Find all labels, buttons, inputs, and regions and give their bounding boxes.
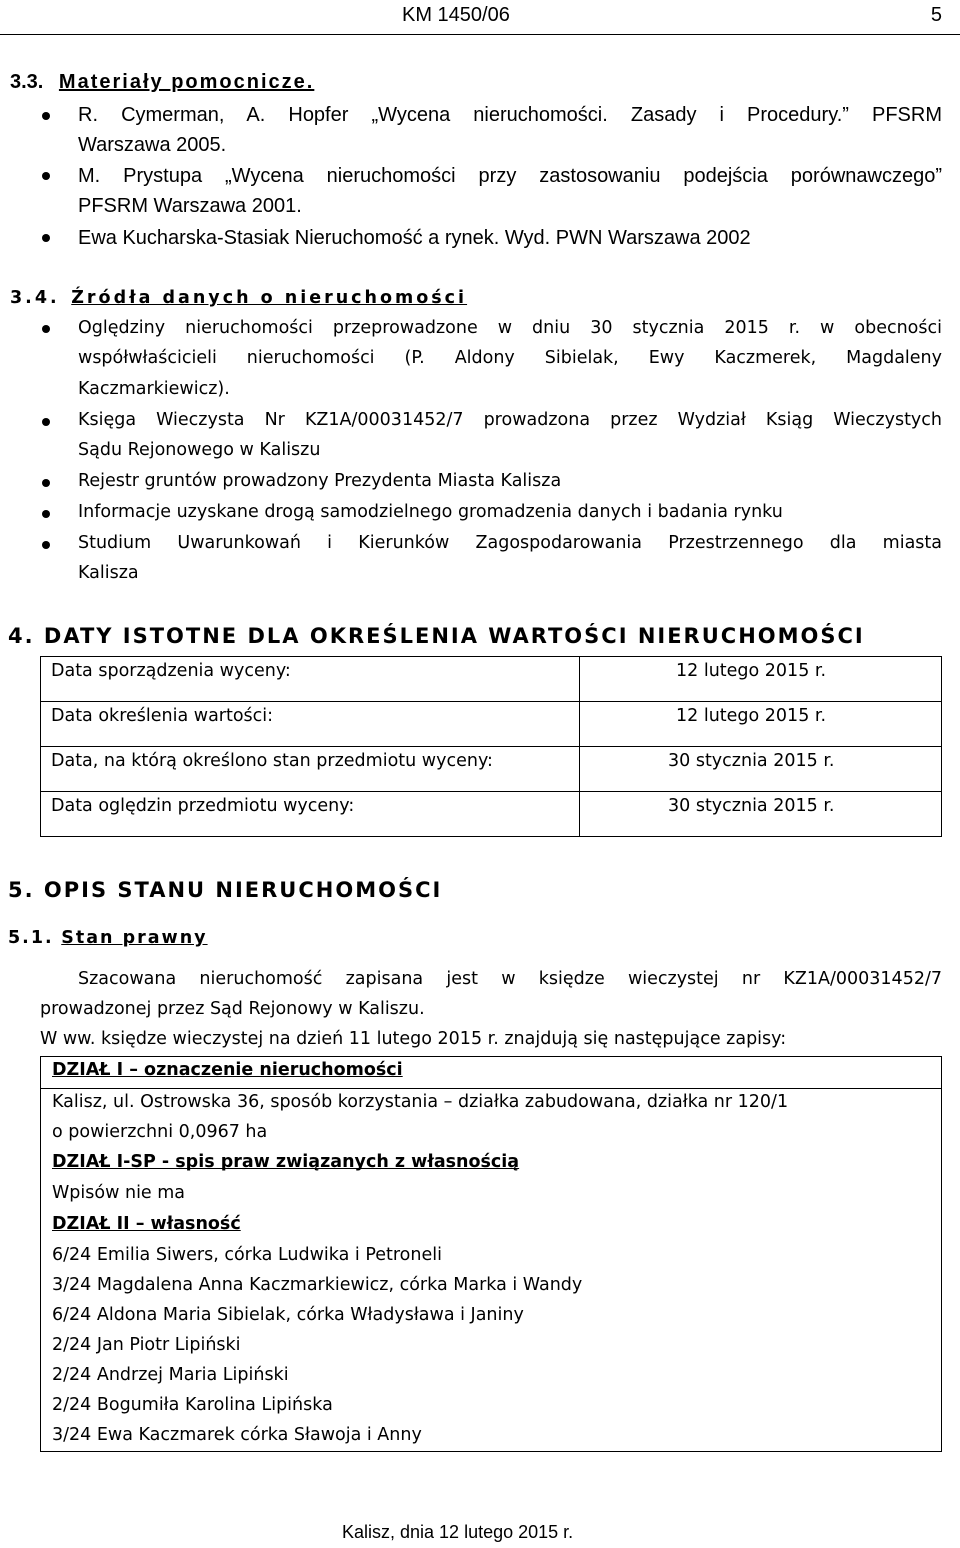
register-entry-line: Kalisz, ul. Ostrowska 36, sposób korzystania – działka zabudowana, działka nr 120/1 <box>52 1092 789 1112</box>
bullet-icon <box>42 510 50 518</box>
source-item-line: Oględziny nieruchomości przeprowadzone w dniu 30 stycznia 2015 r. w obecności <box>78 318 942 338</box>
divider <box>41 1088 941 1089</box>
date-value: 30 stycznia 2015 r. <box>580 747 942 792</box>
table-row <box>41 657 942 702</box>
table-row <box>41 747 942 792</box>
section-title: Źródła danych o nieruchomości <box>71 288 468 308</box>
bullet-icon <box>42 418 50 426</box>
bullet-icon <box>42 541 50 549</box>
owner-entry: 2/24 Bogumiła Karolina Lipińska <box>52 1395 333 1415</box>
page-number: 5 <box>930 4 942 26</box>
owner-entry: 3/24 Magdalena Anna Kaczmarkiewicz, córka Marka i Wandy <box>52 1275 583 1295</box>
table-row <box>41 702 942 747</box>
source-item-line: Księga Wieczysta Nr KZ1A/00031452/7 prowadzona przez Wydział Ksiąg Wieczystych <box>78 410 942 430</box>
table-row <box>41 792 942 837</box>
key-dates-table <box>40 656 942 837</box>
source-item-line: Studium Uwarunkowań i Kierunków Zagospodarowania Przestrzennego dla miasta <box>78 533 942 553</box>
date-value: 12 lutego 2015 r. <box>580 702 942 747</box>
bullet-icon <box>42 325 50 333</box>
source-item-line: Rejestr gruntów prowadzony Prezydenta Miasta Kalisza <box>78 471 562 491</box>
owner-entry: 3/24 Ewa Kaczmarek córka Sławoja i Anny <box>52 1425 422 1445</box>
section-number: 3.3. <box>10 71 44 93</box>
division-2-heading: DZIAŁ II – własność <box>52 1214 241 1234</box>
section-number: 3.4. <box>10 288 60 308</box>
reference-item-line: Warszawa 2005. <box>78 134 227 156</box>
date-label: Data określenia wartości: <box>41 702 580 747</box>
owner-entry: 6/24 Emilia Siwers, córka Ludwika i Petroneli <box>52 1245 442 1265</box>
source-item-line: Kalisza <box>78 563 139 583</box>
reference-item-line: Ewa Kucharska-Stasiak Nieruchomość a rynek. Wyd. PWN Warszawa 2002 <box>78 227 751 249</box>
section-5-1-heading <box>8 928 208 948</box>
bullet-icon <box>42 112 50 120</box>
source-item-line: Kaczmarkiewicz). <box>78 379 230 399</box>
source-item-line: Informacje uzyskane drogą samodzielnego gromadzenia danych i badania rynku <box>78 502 783 522</box>
land-register-box <box>40 1056 942 1452</box>
section-title: Materiały pomocnicze. <box>58 71 315 93</box>
register-entry-line: Wpisów nie ma <box>52 1183 186 1203</box>
bullet-icon <box>42 234 50 242</box>
date-value: 30 stycznia 2015 r. <box>580 792 942 837</box>
division-1-sp-heading: DZIAŁ I-SP - spis praw związanych z własnością <box>52 1152 520 1172</box>
page-header <box>0 0 960 35</box>
section-3-3-heading <box>10 71 314 94</box>
register-entry-line: o powierzchni 0,0967 ha <box>52 1122 268 1142</box>
paragraph-line: W ww. księdze wieczystej na dzień 11 lutego 2015 r. znajdują się następujące zapisy: <box>40 1029 787 1049</box>
reference-item-line: PFSRM Warszawa 2001. <box>78 195 302 217</box>
bullet-icon <box>42 479 50 487</box>
source-item-line: współwłaścicieli nieruchomości (P. Aldony Sibielak, Ewy Kaczmerek, Magdaleny <box>78 348 942 368</box>
section-5-heading: 5. OPIS STANU NIERUCHOMOŚCI <box>8 878 443 902</box>
date-label: Data oględzin przedmiotu wyceny: <box>41 792 580 837</box>
document-id: KM 1450/06 <box>402 4 510 26</box>
paragraph-line: prowadzonej przez Sąd Rejonowy w Kaliszu. <box>40 999 425 1019</box>
section-3-4-heading <box>10 288 467 308</box>
reference-item-line: M. Prystupa „Wycena nieruchomości przy zastosowaniu podejścia porównawczego” <box>78 165 942 187</box>
page-footer: Kalisz, dnia 12 lutego 2015 r. <box>342 1522 574 1542</box>
paragraph-line: Szacowana nieruchomość zapisana jest w księdze wieczystej nr KZ1A/00031452/7 <box>78 969 942 989</box>
section-4-heading: 4. DATY ISTOTNE DLA OKREŚLENIA WARTOŚCI NIERUCHOMOŚCI <box>8 624 865 648</box>
owner-entry: 2/24 Jan Piotr Lipiński <box>52 1335 241 1355</box>
date-label: Data, na którą określono stan przedmiotu wyceny: <box>41 747 580 792</box>
reference-item-line: R. Cymerman, A. Hopfer „Wycena nieruchomości. Zasady i Procedury.” PFSRM <box>78 104 942 126</box>
source-item-line: Sądu Rejonowego w Kaliszu <box>78 440 321 460</box>
bullet-icon <box>42 172 50 180</box>
section-number: 5.1. <box>8 928 54 948</box>
division-1-heading: DZIAŁ I – oznaczenie nieruchomości <box>52 1060 403 1080</box>
date-value: 12 lutego 2015 r. <box>580 657 942 702</box>
owner-entry: 6/24 Aldona Maria Sibielak, córka Władysława i Janiny <box>52 1305 524 1325</box>
section-title: Stan prawny <box>61 928 208 948</box>
owner-entry: 2/24 Andrzej Maria Lipiński <box>52 1365 289 1385</box>
date-label: Data sporządzenia wyceny: <box>41 657 580 702</box>
